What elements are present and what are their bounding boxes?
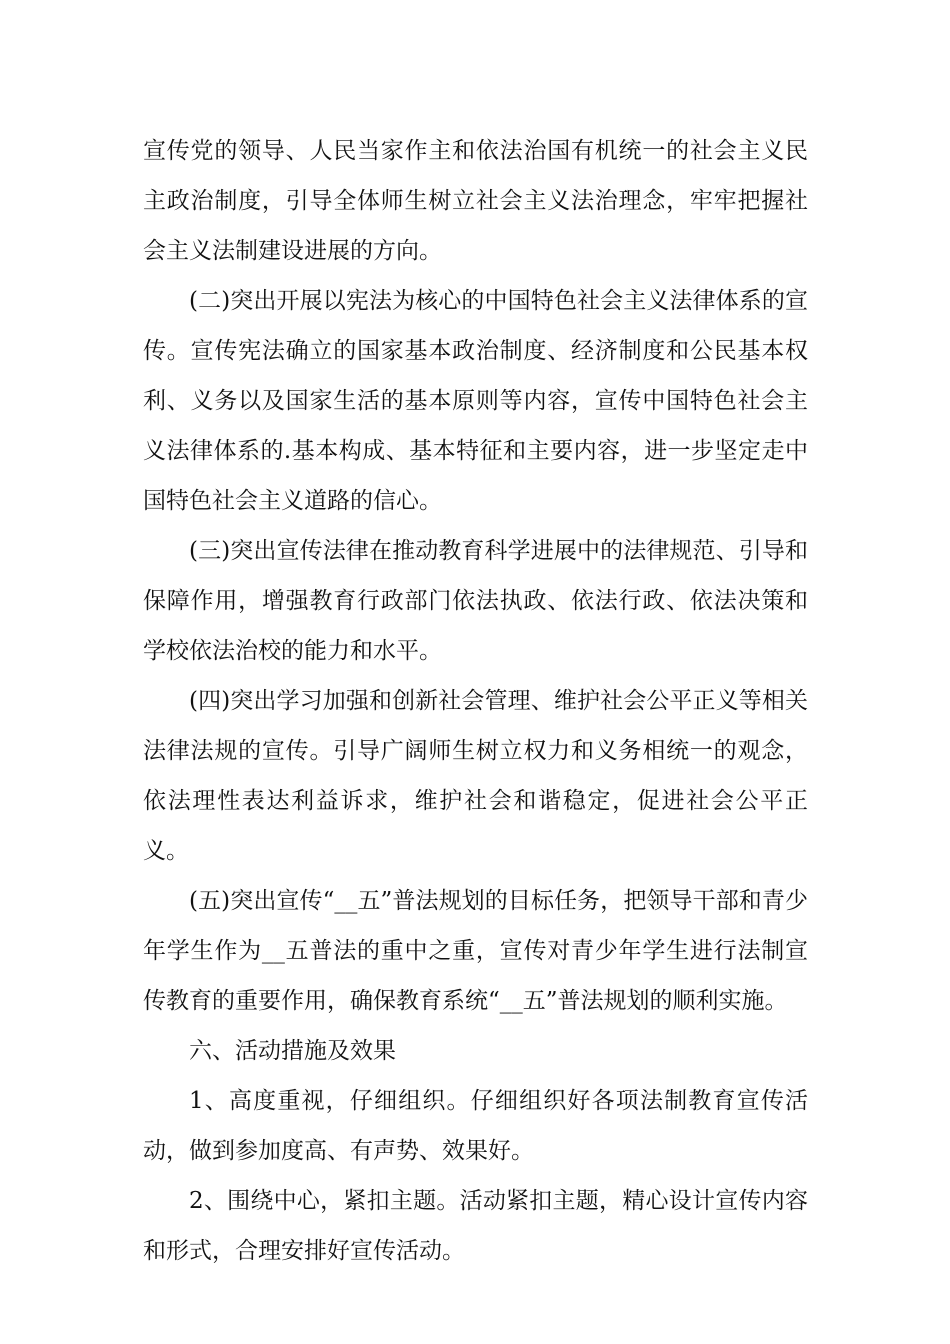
measure-item-1: 1、高度重视，仔细组织。仔细组织好各项法制教育宣传活动，做到参加度高、有声势、效果好。	[143, 1088, 808, 1164]
document-body	[143, 126, 808, 1276]
paragraph-item-2: (二)突出开展以宪法为核心的中国特色社会主义法律体系的宣传。宣传宪法确立的国家基本政治制度、经济制度和公民基本权利、义务以及国家生活的基本原则等内容，宣传中国特色社会主义法律体系的.基本构成、基本特征和主要内容，进一步坚定走中国特色社会主义道路的信心。	[143, 288, 808, 514]
paragraph-item-4: (四)突出学习加强和创新社会管理、维护社会公平正义等相关法律法规的宣传。引导广阔师生树立权力和义务相统一的观念，依法理性表达利益诉求，维护社会和谐稳定，促进社会公平正义。	[143, 688, 808, 864]
paragraph-item-3: (三)突出宣传法律在推动教育科学进展中的法律规范、引导和保障作用，增强教育行政部门依法执政、依法行政、依法决策和学校依法治校的能力和水平。	[143, 538, 808, 664]
paragraph-item-5: (五)突出宣传“__五”普法规划的目标任务，把领导干部和青少年学生作为__五普法的重中之重，宣传对青少年学生进行法制宣传教育的重要作用，确保教育系统“__五”普法规划的顺利实施。	[143, 888, 808, 1014]
section-heading: 六、活动措施及效果	[189, 1038, 396, 1064]
paragraph-continuation: 宣传党的领导、人民当家作主和依法治国有机统一的社会主义民主政治制度，引导全体师生树立社会主义法治理念，牢牢把握社会主义法制建设进展的方向。	[143, 138, 808, 264]
measure-item-2: 2、围绕中心，紧扣主题。活动紧扣主题，精心设计宣传内容和形式，合理安排好宣传活动。	[143, 1188, 808, 1264]
